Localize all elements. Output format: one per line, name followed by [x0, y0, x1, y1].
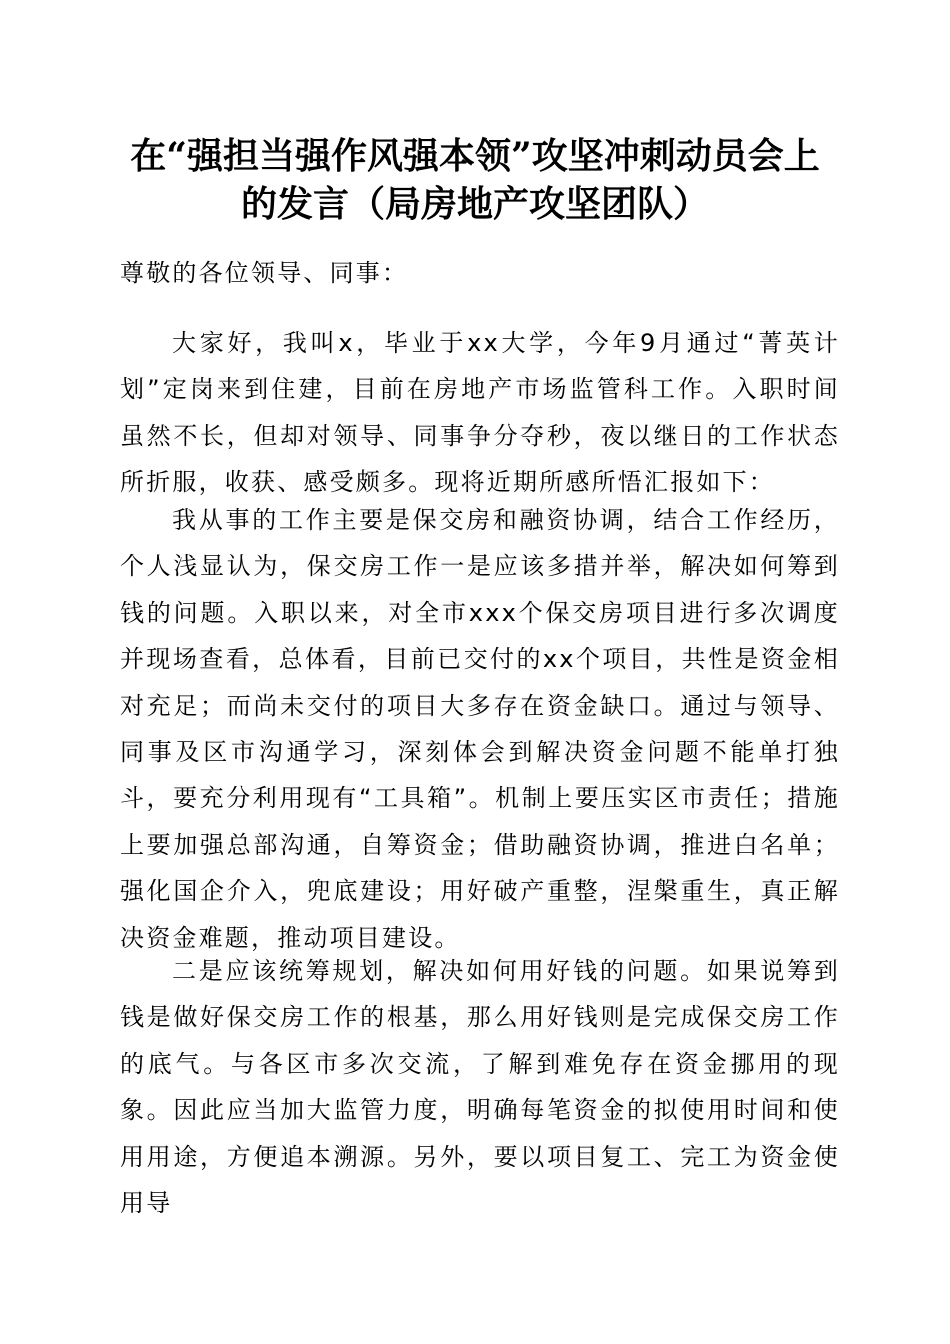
document-title-line-1: 在“强担当强作风强本领”攻坚冲刺动员会上: [130, 135, 820, 177]
paragraph-point-two: 二是应该统筹规划，解决如何用好钱的问题。如果说筹到钱是做好保交房工作的根基，那么用好钱则是完成保交房工作的底气。与各区市多次交流，了解到难免存在资金挪用的现象。因此应当加大监管力度，明确每笔资金的拟使用时间和使用用途，方便追本溯源。另外，要以项目复工、完工为资金使用导: [120, 957, 840, 1218]
paragraph-point-one: 我从事的工作主要是保交房和融资协调，结合工作经历，个人浅显认为，保交房工作一是应该多措并举，解决如何筹到钱的问题。入职以来，对全市xxx个保交房项目进行多次调度并现场查看，总体看，目前已交付的xx个项目，共性是资金相对充足；而尚未交付的项目大多存在资金缺口。通过与领导、同事及区市沟通学习，深刻体会到解决资金问题不能单打独斗，要充分利用现有“工具箱”。机制上要压实区市责任；措施上要加强总部沟通，自筹资金；借助融资协调，推进白名单；强化国企介入，兜底建设；用好破产重整，涅槃重生，真正解决资金难题，推动项目建设。: [120, 506, 840, 952]
paragraph-intro: 大家好，我叫x，毕业于xx大学，今年9月通过“菁英计划”定岗来到住建，目前在房地产市场监管科工作。入职时间虽然不长，但却对领导、同事争分夺秒，夜以继日的工作状态所折服，收获、感受颇多。现将近期所感所悟汇报如下：: [120, 329, 840, 497]
document-title-line-2: 的发言（局房地产攻坚团队）: [240, 183, 709, 225]
salutation: 尊敬的各位领导、同事：: [120, 259, 409, 287]
